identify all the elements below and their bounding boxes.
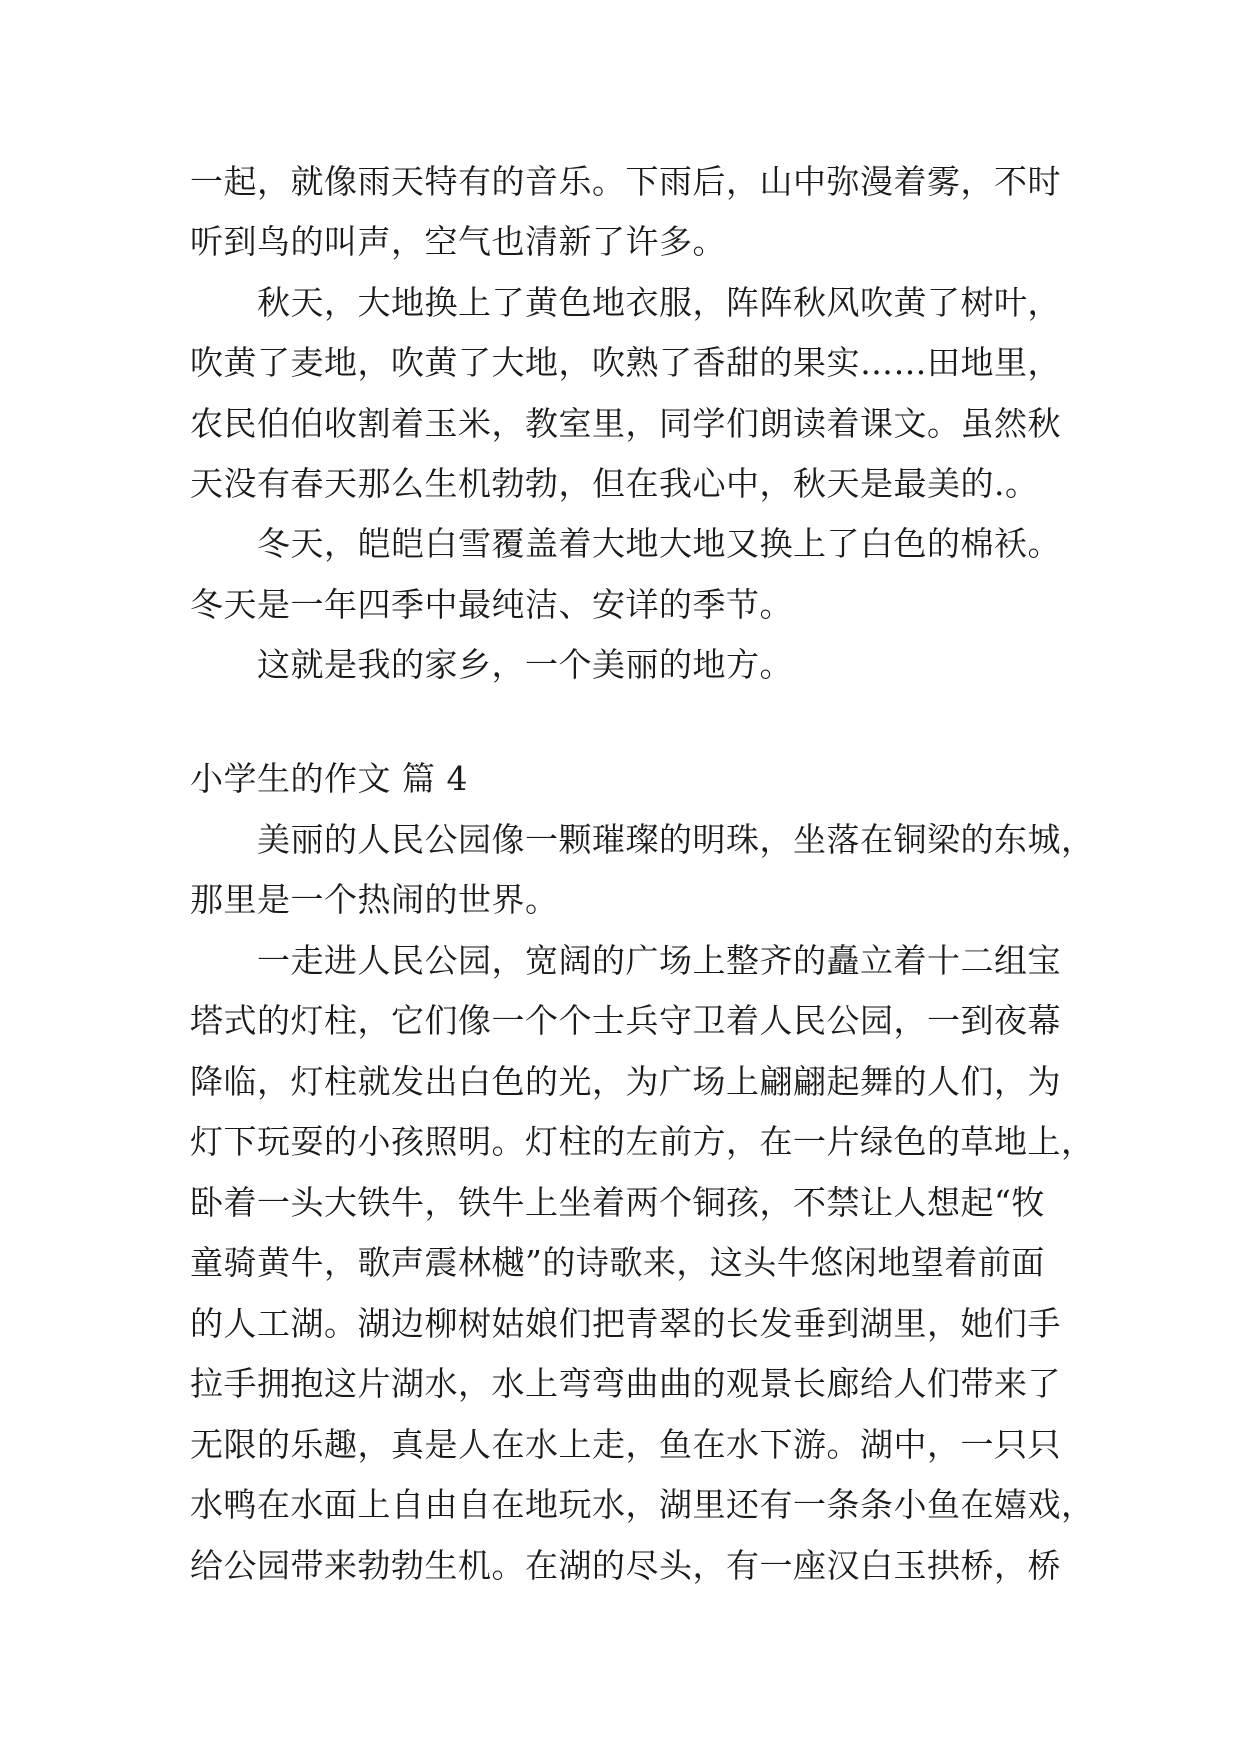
text-line: 冬天，皑皑白雪覆盖着大地大地又换上了白色的棉袄。	[190, 524, 1061, 563]
text-line: 降临，灯柱就发出白色的光，为广场上翩翩起舞的人们，为	[190, 1062, 1061, 1101]
text-line: 童骑黄牛，歌声震林樾”的诗歌来，这头牛悠闲地望着前面	[190, 1243, 1045, 1282]
text-line: 塔式的灯柱，它们像一个个士兵守卫着人民公园，一到夜幕	[190, 1001, 1061, 1040]
text-line: 卧着一头大铁牛，铁牛上坐着两个铜孩，不禁让人想起“牧	[190, 1183, 1045, 1222]
text-line: 一起，就像雨天特有的音乐。下雨后，山中弥漫着雾，不时	[190, 162, 1061, 201]
text-line: 这就是我的家乡，一个美丽的地方。	[190, 645, 793, 684]
text-line: 水鸭在水面上自由自在地玩水，湖里还有一条条小鱼在嬉戏，	[190, 1485, 1095, 1524]
text-line: 听到鸟的叫声，空气也清新了许多。	[190, 222, 726, 261]
text-line: 一走进人民公园，宽阔的广场上整齐的矗立着十二组宝	[190, 941, 1061, 980]
text-line: 无限的乐趣，真是人在水上走，鱼在水下游。湖中，一只只	[190, 1425, 1061, 1464]
text-line: 那里是一个热闹的世界。	[190, 880, 559, 919]
text-line: 秋天，大地换上了黄色地衣服，阵阵秋风吹黄了树叶，	[190, 283, 1061, 322]
text-line: 灯下玩耍的小孩照明。灯柱的左前方，在一片绿色的草地上，	[190, 1122, 1095, 1161]
text-line: 的人工湖。湖边柳树姑娘们把青翠的长发垂到湖里，她们手	[190, 1304, 1061, 1343]
text-line: 冬天是一年四季中最纯洁、安详的季节。	[190, 585, 793, 624]
text-line: 给公园带来勃勃生机。在湖的尽头，有一座汉白玉拱桥，桥	[190, 1546, 1061, 1585]
text-line: 吹黄了麦地，吹黄了大地，吹熟了香甜的果实……田地里，	[190, 343, 1061, 382]
text-line: 天没有春天那么生机勃勃，但在我心中，秋天是最美的.。	[190, 464, 1039, 503]
text-line: 农民伯伯收割着玉米，教室里，同学们朗读着课文。虽然秋	[190, 404, 1061, 443]
text-line: 美丽的人民公园像一颗璀璨的明珠，坐落在铜梁的东城，	[190, 820, 1095, 859]
section-heading: 小学生的作文 篇 4	[190, 759, 468, 798]
text-line: 拉手拥抱这片湖水，水上弯弯曲曲的观景长廊给人们带来了	[190, 1364, 1061, 1403]
